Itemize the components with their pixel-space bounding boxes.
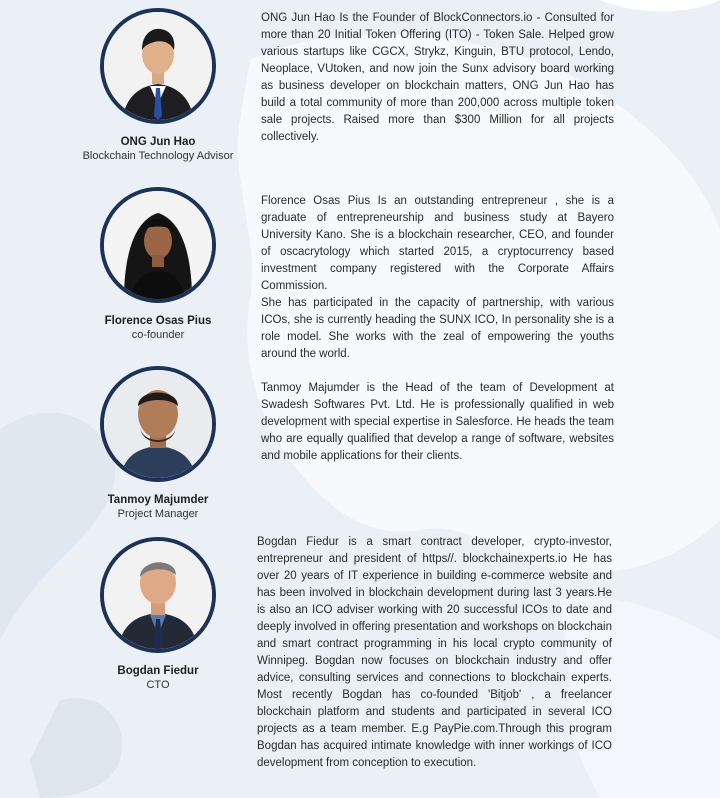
member-role: CTO (146, 679, 170, 691)
member-profile (73, 366, 243, 522)
member-name: Bogdan Fiedur (117, 665, 199, 677)
member-role: Project Manager (117, 508, 199, 520)
member-profile (73, 537, 243, 693)
member-role: co-founder (131, 329, 185, 341)
member-bio: Florence Osas Pius Is an outstanding entrepreneur , she is a graduate of entrepreneurship and business study at Bayero University Kano. She is a blockchain researcher, CEO, and founder of oscacrytology which started 2015, a cryptocurrency based investment company registered with the Corporate Affairs Commission. She has participated in the capacity of partnership, with various ICOs, she is currently heading the SUNX ICO, In personality she is a role model. She works with the zeal of empowering the youths around the world. (261, 195, 614, 360)
member-name: Tanmoy Majumder (107, 494, 209, 506)
member-avatar (100, 366, 216, 482)
member-bio: Tanmoy Majumder is the Head of the team of Development at Swadesh Softwares Pvt. Ltd. He is professionally qualified in web development with special expertise in Salesforce. He heads the team who are equally qualified that develop a range of software, websites and mobile applications for their clients. (261, 382, 614, 462)
member-name: Florence Osas Pius (104, 315, 212, 327)
member-profile (73, 187, 243, 343)
member-avatar (100, 537, 216, 653)
member-name: ONG Jun Hao (120, 136, 196, 148)
person-photo-icon (104, 191, 212, 299)
member-bio: ONG Jun Hao Is the Founder of BlockConnectors.io - Consulted for more than 20 Initial Token Offering (ITO) - Token Sale. Helped grow various startups like CGCX, Strykz, Kinguin, BTU protocol, Lendo, Neoplace, VUtoken, and now join the Sunx advisory board working as business developer on blockchain matters, ONG Jun Hao has build a total community of more than 200,000 across multiple token sale projects. Raised more than $300 Million for all projects collectively. (261, 12, 614, 143)
member-bio: Bogdan Fiedur is a smart contract developer, crypto-investor, entrepreneur and president of https//. blockchainexperts.io He has over 20 years of IT experience in building e-commerce website and has been involved in blockchain development during last 3 years.He is also an ICO adviser working with 20 successful ICOs to date and deeply involved in offering presentation and workshops on blockchain and smart contract programming in his local crypto community of Winnipeg. Bogdan now focuses on blockchain industry and offer advice, consulting services and connections to blockchain experts. Most recently Bogdan has co-founded 'Bitjob' , a freelancer blockchain platform and students and participated in several ICO projects as a team member. E.g PayPie.com.Through this program Bogdan has acquired intimate knowledge with inner workings of ICO development from conception to execution. (257, 536, 612, 769)
member-profile (73, 8, 243, 164)
member-avatar (100, 8, 216, 124)
member-avatar (100, 187, 216, 303)
member-role: Blockchain Technology Advisor (82, 150, 234, 162)
person-photo-icon (104, 12, 212, 120)
person-photo-icon (104, 370, 212, 478)
person-photo-icon (104, 541, 212, 649)
